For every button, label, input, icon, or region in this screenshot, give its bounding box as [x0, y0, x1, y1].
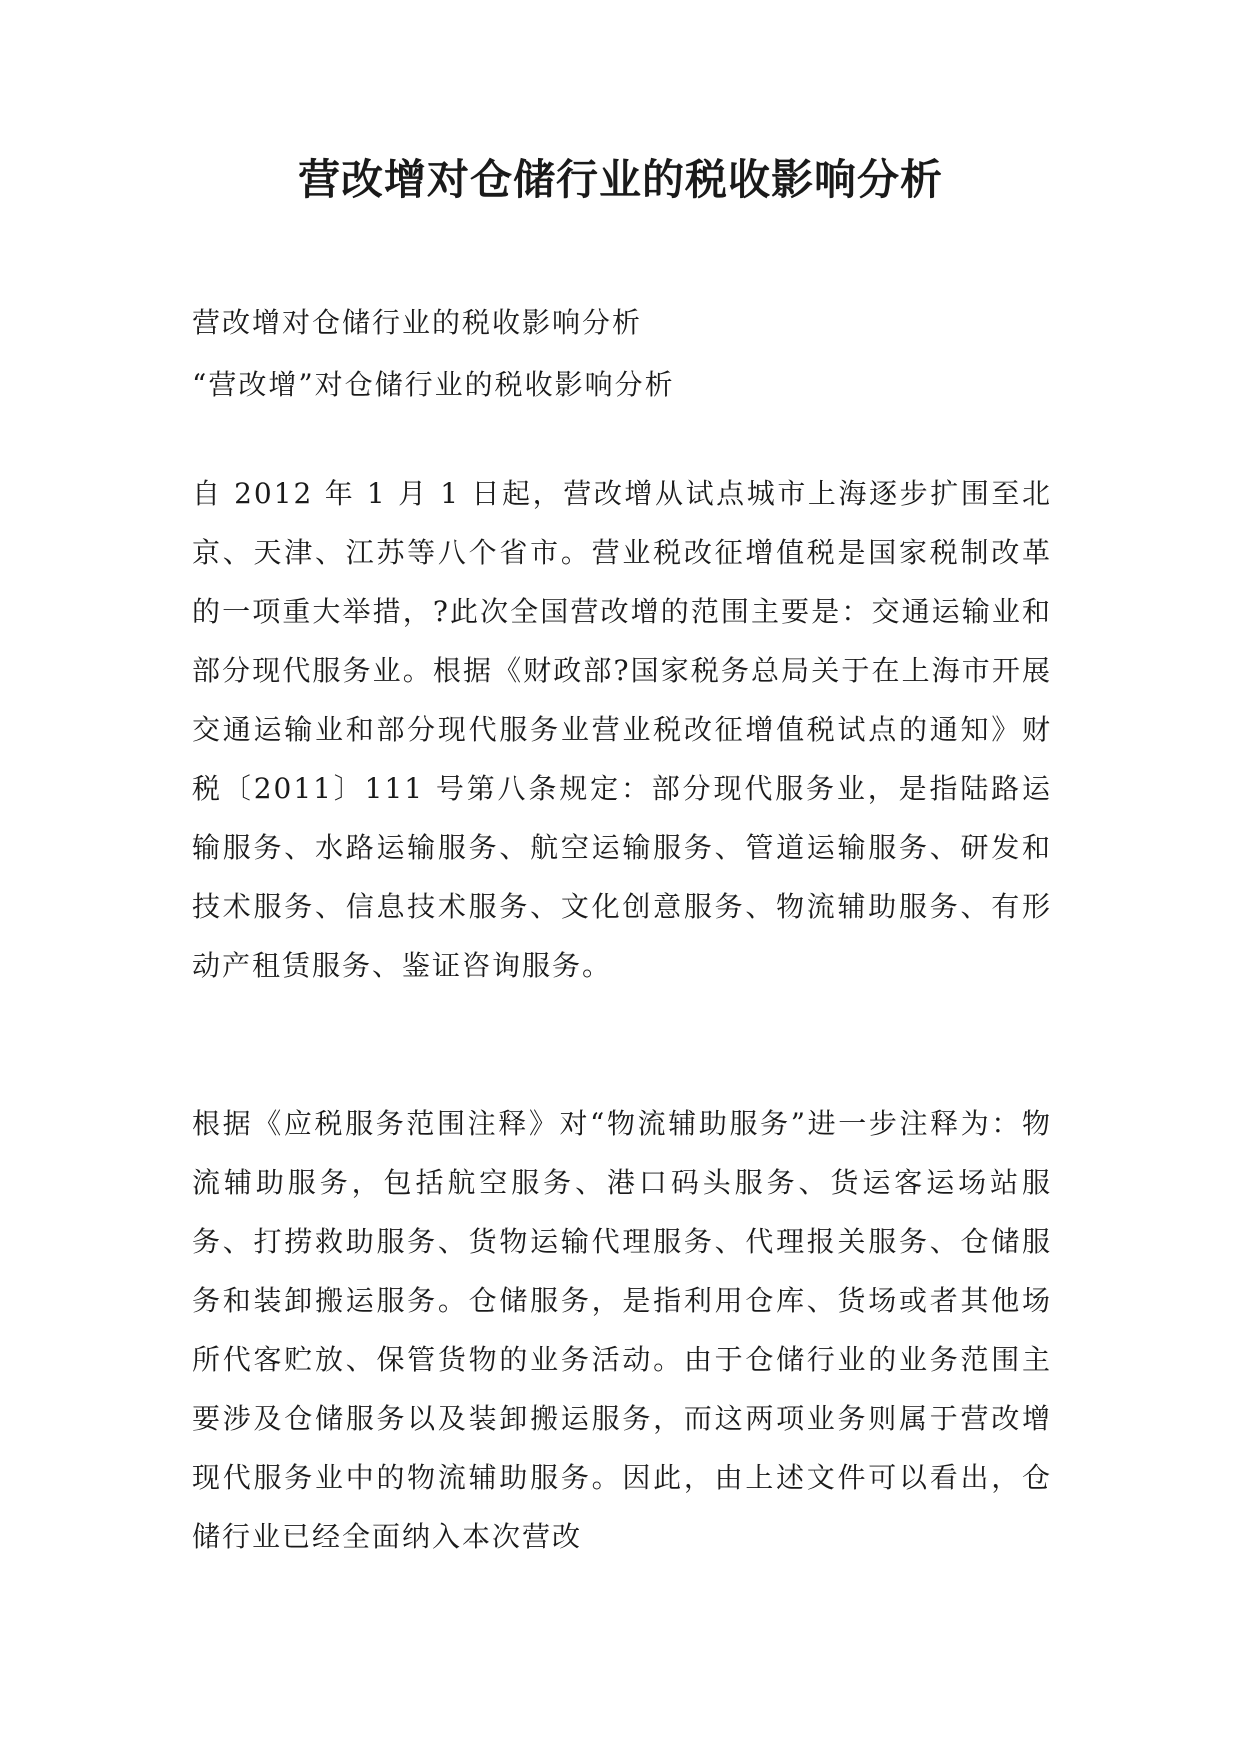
subtitle-block [192, 292, 1062, 416]
document-title: 营改增对仓储行业的税收影响分析 [297, 155, 943, 204]
subtitle-line: 营改增对仓储行业的税收影响分析 [192, 306, 643, 339]
subtitle-line: “营改增”对仓储行业的税收影响分析 [192, 368, 675, 401]
body-paragraph: 根据《应税服务范围注释》对“物流辅助服务”进一步注释为：物流辅助服务，包括航空服务、港口码头服务、货运客运场站服务、打捞救助服务、货物运输代理服务、代理报关服务、仓储服务和装卸搬运服务。仓储服务，是指利用仓库、货场或者其他场所代客贮放、保管货物的业务活动。由于仓储行业的业务范围主要涉及仓储服务以及装卸搬运服务，而这两项业务则属于营改增现代服务业中的物流辅助服务。因此，由上述文件可以看出，仓储行业已经全面纳入本次营改 [192, 1107, 1052, 1553]
body-paragraph: 自 2012 年 1 月 1 日起，营改增从试点城市上海逐步扩围至北京、天津、江苏等八个省市。营业税改征增值税是国家税制改革的一项重大举措，?此次全国营改增的范围主要是：交通运输业和部分现代服务业。根据《财政部?国家税务总局关于在上海市开展交通运输业和部分现代服务业营业税改征增值税试点的通知》财税〔2011〕111 号第八条规定：部分现代服务业，是指陆路运输服务、水路运输服务、航空运输服务、管道运输服务、研发和技术服务、信息技术服务、文化创意服务、物流辅助服务、有形动产租赁服务、鉴证咨询服务。 [192, 477, 1052, 982]
